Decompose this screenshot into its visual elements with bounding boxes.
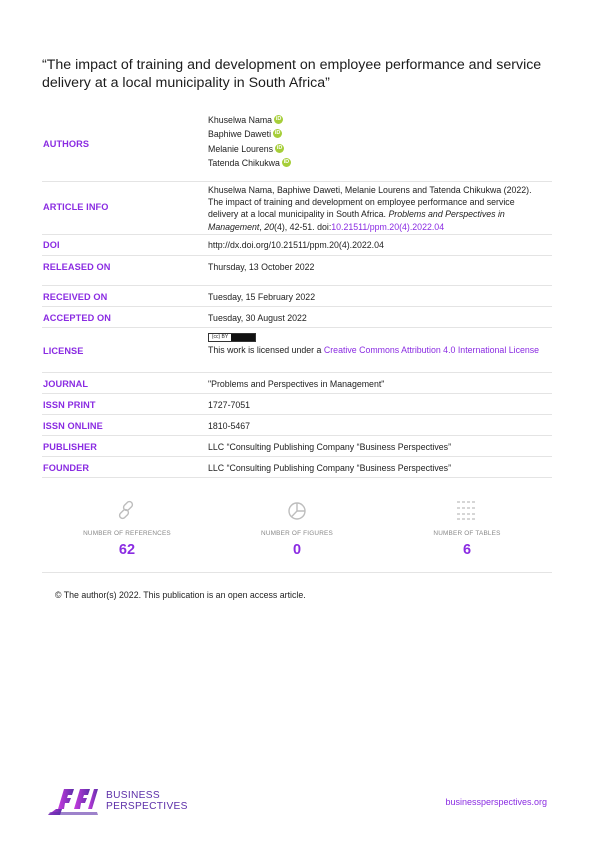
license-value xyxy=(208,345,543,357)
orcid-icon[interactable]: iD xyxy=(274,130,281,137)
license-label: LICENSE xyxy=(43,346,84,356)
logo-line2: PERSPECTIVES xyxy=(106,801,188,812)
orcid-icon[interactable]: iD xyxy=(283,159,290,166)
issn-print-label: ISSN PRINT xyxy=(43,400,96,410)
citation-text: Khuselwa Nama, Baphiwe Daweti, Melanie Lourens and Tatenda Chikukwa (2022). The impact of training and development on employee performance and service delivery at a local municipality in South Africa. xyxy=(208,185,532,220)
divider xyxy=(42,572,552,573)
founder-label: FOUNDER xyxy=(43,463,90,473)
logo-text xyxy=(106,790,188,813)
citation-volume: 20 xyxy=(264,221,275,232)
author-item xyxy=(208,142,291,156)
divider xyxy=(42,456,552,457)
stat-references xyxy=(52,498,202,558)
divider xyxy=(42,435,552,436)
divider xyxy=(42,181,552,182)
divider xyxy=(42,255,552,256)
citation-journal: Problems and Perspectives in Management xyxy=(208,209,505,232)
released-label: RELEASED ON xyxy=(43,262,111,272)
author-name[interactable]: Tatenda Chikukwa xyxy=(208,157,280,168)
divider xyxy=(42,234,552,235)
issn-online-value: 1810-5467 xyxy=(208,421,251,431)
author-item xyxy=(208,127,291,141)
pie-chart-icon xyxy=(222,498,372,522)
journal-value: "Problems and Perspectives in Management" xyxy=(208,379,385,389)
received-label: RECEIVED ON xyxy=(43,292,108,302)
author-name[interactable]: Khuselwa Nama xyxy=(208,115,273,125)
divider xyxy=(42,306,552,307)
article-title: “The impact of training and development on employee performance and service delivery at a local municipality in South Africa” xyxy=(42,57,542,91)
copyright-notice: © The author(s) 2022. This publication is an open access article. xyxy=(55,590,306,600)
publisher-value: LLC “Consulting Publishing Company “Business Perspectives” xyxy=(208,442,452,452)
divider xyxy=(42,477,552,478)
cc-badge-text: (cc) BY xyxy=(209,334,231,341)
author-item xyxy=(208,113,291,127)
released-value: Thursday, 13 October 2022 xyxy=(208,262,315,272)
divider xyxy=(42,327,552,328)
divider xyxy=(42,372,552,373)
stat-label: NUMBER OF FIGURES xyxy=(261,530,333,537)
journal-label: JOURNAL xyxy=(43,379,89,389)
logo-line1: BUSINESS xyxy=(106,789,160,801)
publisher-label: PUBLISHER xyxy=(43,442,97,452)
orcid-icon[interactable]: iD xyxy=(275,116,282,123)
website-link[interactable]: businessperspectives.org xyxy=(445,797,547,807)
stat-label: NUMBER OF REFERENCES xyxy=(83,530,171,537)
cc-license-icon[interactable] xyxy=(208,333,256,342)
divider xyxy=(42,285,552,286)
business-perspectives-logo[interactable] xyxy=(48,787,188,815)
author-item xyxy=(208,156,291,170)
article-info-label: ARTICLE INFO xyxy=(43,202,109,212)
stat-figures xyxy=(222,498,372,558)
orcid-icon[interactable]: iD xyxy=(276,144,283,151)
license-text: This work is licensed under a xyxy=(208,345,324,355)
issn-online-label: ISSN ONLINE xyxy=(43,421,103,431)
divider xyxy=(42,414,552,415)
link-icon xyxy=(52,498,202,522)
citation-issue: (4), 42-51. doi: xyxy=(274,221,332,232)
doi-value[interactable]: http://dx.doi.org/10.21511/ppm.20(4).2022.04 xyxy=(208,240,384,250)
table-icon xyxy=(392,498,542,522)
issn-print-value: 1727-7051 xyxy=(208,400,251,410)
stat-value: 0 xyxy=(292,542,302,558)
authors-label: AUTHORS xyxy=(43,139,90,149)
stat-value: 6 xyxy=(462,542,472,558)
accepted-value: Tuesday, 30 August 2022 xyxy=(208,313,307,323)
author-name[interactable]: Baphiwe Daweti xyxy=(208,129,272,140)
stat-label: NUMBER OF TABLES xyxy=(433,530,501,537)
doi-link[interactable]: 10.21511/ppm.20(4).2022.04 xyxy=(331,221,445,232)
accepted-label: ACCEPTED ON xyxy=(43,313,111,323)
stat-tables xyxy=(392,498,542,558)
authors-list xyxy=(208,113,291,170)
license-link[interactable]: Creative Commons Attribution 4.0 International License xyxy=(323,345,540,355)
stat-value: 62 xyxy=(118,542,136,558)
citation: Khuselwa Nama, Baphiwe Daweti, Melanie Lourens and Tatenda Chikukwa (2022). The impact of training and development on employee performance and service delivery at a local municipality in South Africa. Problems and Perspectives in Management, 20(4), 42-51. doi:10.21511/ppm.20(4).2022.04 xyxy=(208,185,532,232)
divider xyxy=(42,393,552,394)
cc-badge-fill xyxy=(231,334,255,341)
founder-value: LLC “Consulting Publishing Company “Business Perspectives” xyxy=(208,463,452,473)
author-name[interactable]: Melanie Lourens xyxy=(208,143,274,154)
doi-label: DOI xyxy=(43,240,60,250)
received-value: Tuesday, 15 February 2022 xyxy=(208,292,316,302)
logo-mark-icon xyxy=(48,787,98,815)
